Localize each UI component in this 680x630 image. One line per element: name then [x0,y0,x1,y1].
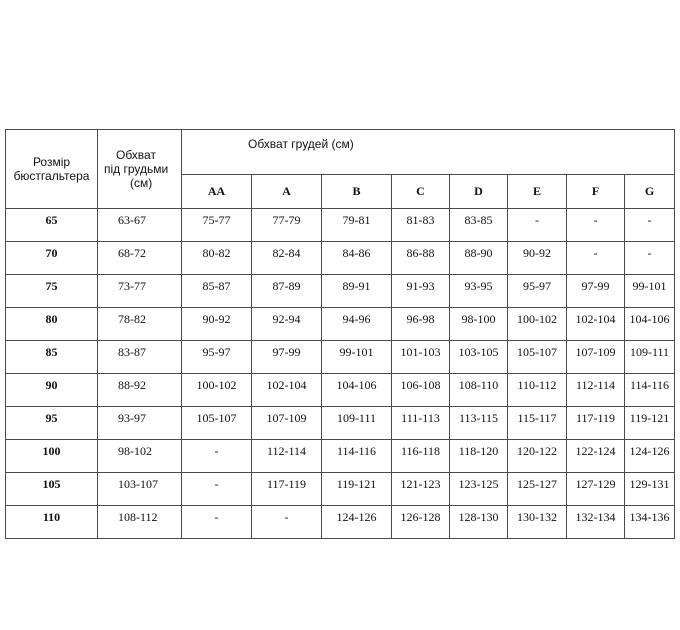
bra-size-header-line-1: Розмір [32,155,71,169]
bust-cell: - [625,242,675,275]
bra-size-header [6,130,98,209]
bust-cell: 111-113 [392,407,450,440]
underbust-cell: 68-72 [98,242,182,275]
bust-cell: 119-121 [625,407,675,440]
bust-cell: 109-111 [625,341,675,374]
band-size-cell: 80 [6,308,98,341]
cup-header-b: B [322,175,392,209]
bust-cell: 96-98 [392,308,450,341]
bust-cell: 112-114 [567,374,625,407]
bust-cell: 94-96 [322,308,392,341]
bust-cell: - [182,440,252,473]
band-size-cell: 85 [6,341,98,374]
bust-cell: 75-77 [182,209,252,242]
bust-cell: 102-104 [252,374,322,407]
bust-cell: - [567,242,625,275]
bust-cell: - [182,506,252,539]
band-size-cell: 90 [6,374,98,407]
bust-cell: 119-121 [322,473,392,506]
table-row [6,242,675,275]
cup-header-aa: AA [182,175,252,209]
bust-cell: 107-109 [252,407,322,440]
bust-cell: 104-106 [625,308,675,341]
bust-cell: 77-79 [252,209,322,242]
bust-cell: 97-99 [567,275,625,308]
band-size-cell: 70 [6,242,98,275]
underbust-cell: 103-107 [98,473,182,506]
bust-cell: 109-111 [322,407,392,440]
underbust-header-line-3: (см) [130,176,153,190]
table-row [6,341,675,374]
underbust-cell: 98-102 [98,440,182,473]
underbust-header-line-1: Обхват [116,148,156,162]
underbust-cell: 108-112 [98,506,182,539]
bust-cell: 128-130 [450,506,508,539]
bust-cell: 124-126 [625,440,675,473]
band-size-cell: 95 [6,407,98,440]
bust-cell: 132-134 [567,506,625,539]
bust-cell: 110-112 [508,374,567,407]
cup-header-f: F [567,175,625,209]
bust-cell: - [252,506,322,539]
table-row [6,506,675,539]
cup-header-a: A [252,175,322,209]
cup-header-e: E [508,175,567,209]
table-body [6,209,675,539]
bust-cell: 81-83 [392,209,450,242]
underbust-cell: 83-87 [98,341,182,374]
underbust-header [98,130,182,209]
bust-cell: 90-92 [508,242,567,275]
underbust-header-line-2: під грудьми [104,162,169,176]
cup-header-c: C [392,175,450,209]
bust-cell: 84-86 [322,242,392,275]
table-row [6,440,675,473]
bust-cell: 92-94 [252,308,322,341]
bust-cell: 101-103 [392,341,450,374]
table-row [6,374,675,407]
bust-cell: 99-101 [322,341,392,374]
band-size-cell: 100 [6,440,98,473]
bust-cell: 115-117 [508,407,567,440]
bust-cell: 91-93 [392,275,450,308]
underbust-cell: 63-67 [98,209,182,242]
bust-cell: 114-116 [625,374,675,407]
underbust-cell: 88-92 [98,374,182,407]
bust-cell: 83-85 [450,209,508,242]
bust-cell: 118-120 [450,440,508,473]
bust-cell: 107-109 [567,341,625,374]
bust-cell: 123-125 [450,473,508,506]
bust-cell: 120-122 [508,440,567,473]
table-row [6,275,675,308]
bust-cell: 99-101 [625,275,675,308]
table-row [6,209,675,242]
bust-cell: 88-90 [450,242,508,275]
table-row [6,407,675,440]
bust-cell: 117-119 [567,407,625,440]
bust-cell: 124-126 [322,506,392,539]
bust-cell: 86-88 [392,242,450,275]
bust-cell: 90-92 [182,308,252,341]
bust-cell: 134-136 [625,506,675,539]
bust-cell: 104-106 [322,374,392,407]
bust-cell: 102-104 [567,308,625,341]
bust-cell: 93-95 [450,275,508,308]
bust-cell: 103-105 [450,341,508,374]
bust-cell: 113-115 [450,407,508,440]
bust-cell: 121-123 [392,473,450,506]
bust-cell: 112-114 [252,440,322,473]
band-size-cell: 110 [6,506,98,539]
underbust-cell: 78-82 [98,308,182,341]
band-size-cell: 75 [6,275,98,308]
bust-cell: 114-116 [322,440,392,473]
bust-cell: 126-128 [392,506,450,539]
bust-cell: 100-102 [508,308,567,341]
bust-cell: 127-129 [567,473,625,506]
table-row [6,308,675,341]
bust-cell: - [625,209,675,242]
cup-header-g: G [625,175,675,209]
bust-cell: 100-102 [182,374,252,407]
bust-cell: 85-87 [182,275,252,308]
bust-cell: 97-99 [252,341,322,374]
table-row [6,473,675,506]
bust-cell: 117-119 [252,473,322,506]
underbust-cell: 93-97 [98,407,182,440]
bust-cell: 89-91 [322,275,392,308]
bust-cell: 87-89 [252,275,322,308]
bust-cell: 98-100 [450,308,508,341]
bust-cell: 95-97 [182,341,252,374]
bust-header: Обхват грудей (см) [182,130,675,175]
bust-cell: 122-124 [567,440,625,473]
bust-cell: 116-118 [392,440,450,473]
bust-cell: - [508,209,567,242]
bust-cell: - [567,209,625,242]
bra-size-header-line-2: бюстгальтера [13,169,90,183]
bra-size-table [5,129,675,539]
bust-cell: - [182,473,252,506]
bust-cell: 106-108 [392,374,450,407]
bust-cell: 130-132 [508,506,567,539]
bust-cell: 129-131 [625,473,675,506]
cup-header-d: D [450,175,508,209]
bust-cell: 105-107 [182,407,252,440]
bust-cell: 95-97 [508,275,567,308]
underbust-cell: 73-77 [98,275,182,308]
band-size-cell: 65 [6,209,98,242]
bust-cell: 108-110 [450,374,508,407]
bust-cell: 105-107 [508,341,567,374]
band-size-cell: 105 [6,473,98,506]
bust-cell: 125-127 [508,473,567,506]
bust-cell: 79-81 [322,209,392,242]
bust-cell: 82-84 [252,242,322,275]
bust-cell: 80-82 [182,242,252,275]
